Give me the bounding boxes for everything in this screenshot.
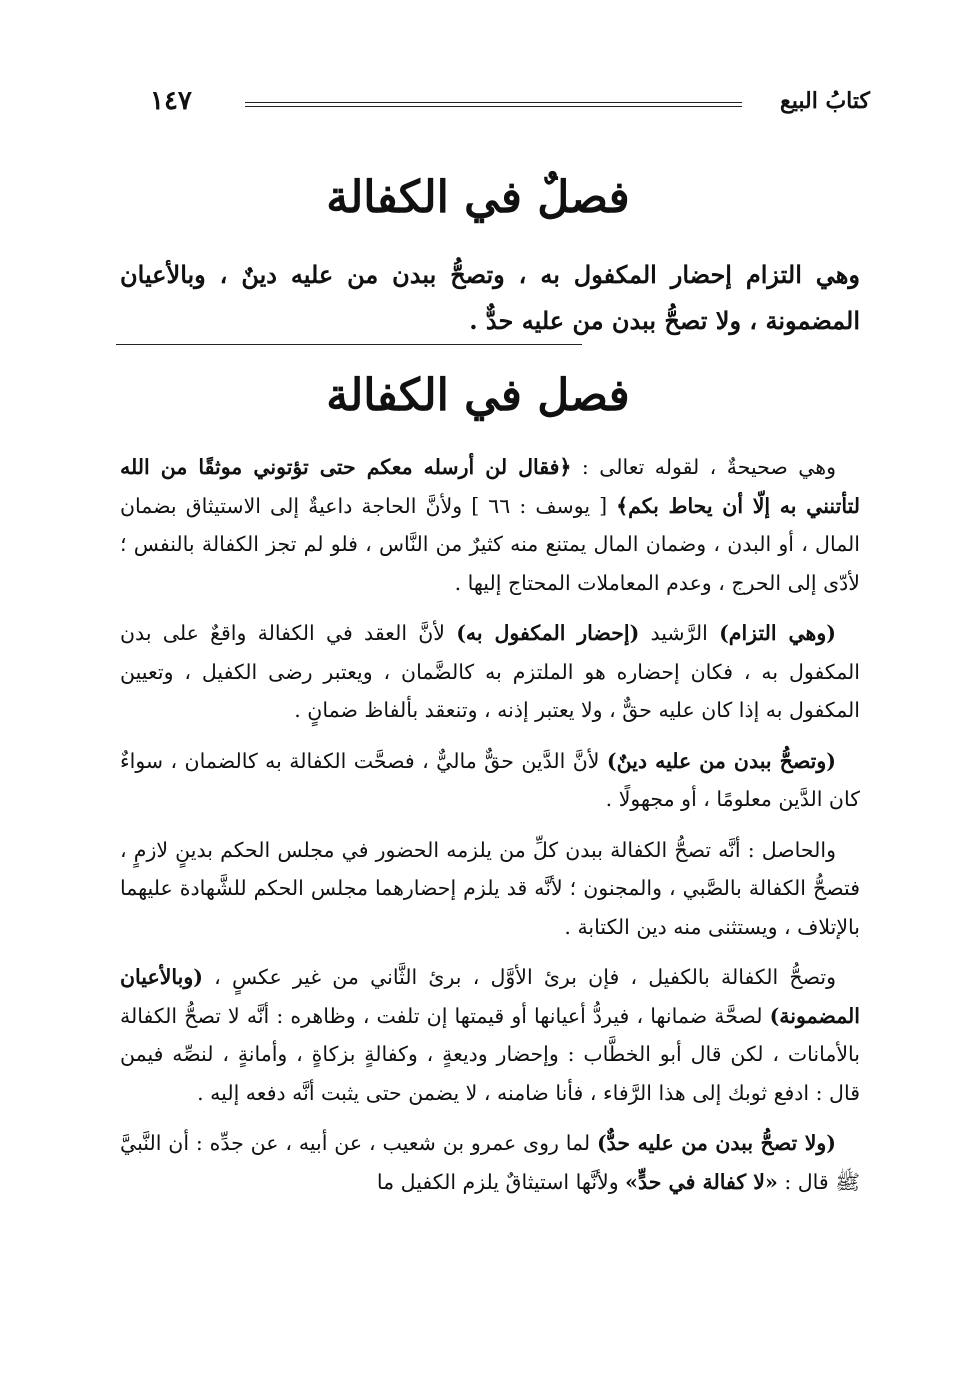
quoted-matn-3: (وتصحُّ ببدن من عليه دينٌ) bbox=[606, 748, 836, 773]
matn-sentence-1: وهي التزام إحضار المكفول به ، bbox=[504, 260, 861, 289]
p1-text-b: [ يوسف : ٦٦ ] ولأنَّ الحاجة داعيةٌ إلى الاستيثاق بضمان المال ، أو البدن ، وضمان المال يمتنع منه كثيرٌ من النَّاس ، فلو لم تجز الكفالة بالنفس ؛ لأدّى إلى الحرج ، وعدم المعاملات المحتاج إليها . bbox=[120, 493, 860, 595]
p1-text-a: وهي صحيحةٌ ، لقوله تعالى : bbox=[571, 455, 836, 479]
running-header bbox=[150, 86, 870, 126]
paragraph-6 bbox=[120, 1124, 860, 1201]
hadith-quote: «لا كفالة في حدٍّ» bbox=[625, 1169, 778, 1194]
p5-text-b: لصحَّة ضمانها ، فيردُّ أعيانها أو قيمتها إن تلفت ، وظاهره : أنَّه لا تصحُّ الكفالة بالأمانات ، لكن قال أبو الخطَّاب : وإحضار وديعةٍ ، وكفالةٍ بزكاةٍ ، وأمانةٍ ، لنصِّه فيمن قال : ادفع ثوبك إلى هذا الرَّفاء ، فأنا ضامنه ، لا يضمن حتى يثبت أنَّه دفعه إليه . bbox=[120, 1003, 860, 1105]
p6-text-b: ولأنَّها استيثاقٌ يلزم الكفيل ما bbox=[376, 1169, 626, 1194]
quoted-matn-4: (وبالأعيان المضمونة) bbox=[120, 965, 860, 1028]
paragraph-4: والحاصل : أنَّه تصحُّ الكفالة ببدن كلِّ من يلزمه الحضور في مجلس الحكم بدينٍ لازمٍ ، فتصحُّ الكفالة بالصَّبي ، والمجنون ؛ لأنَّه قد يلزم إحضارهما مجلس الحكم للشَّهادة عليهما بالإتلاف ، ويستثنى منه دين الكتابة . bbox=[120, 837, 860, 939]
matn-sentence-3: وبالأعيان المضمونة ، bbox=[120, 260, 860, 335]
p2-text-b: لأنَّ العقد في الكفالة واقعٌ على بدن المكفول به ، فكان إحضاره هو الملتزم به كالضَّمان ، ويعتبر رضى الكفيل ، وتعيين المكفول به إذا كان عليه حقٌّ ، ولا يعتبر إذنه ، وتنعقد بألفاظ ضمانٍ . bbox=[120, 621, 860, 722]
sharh-section-title: فصل في الكفالة bbox=[326, 370, 630, 421]
quoted-matn-1: (وهي التزام) bbox=[719, 621, 836, 645]
p5-text-a: وتصحُّ الكفالة بالكفيل ، فإن برئ الأوَّل ، برئ الثَّاني من غير عكسٍ ، bbox=[202, 965, 836, 989]
p2-text-a: الرَّشيد bbox=[639, 621, 720, 645]
paragraph-5 bbox=[120, 958, 860, 1112]
quoted-matn-2: (إحضار المكفول به) bbox=[456, 621, 640, 645]
paragraph-3 bbox=[120, 742, 860, 819]
header-rule bbox=[245, 102, 742, 107]
p3-text: لأنَّ الدَّين حقٌّ ماليٌّ ، فصحَّت الكفالة به كالضمان ، سواءٌ كان الدَّين معلومًا ، أو مجهولًا . bbox=[120, 748, 860, 811]
matn-sentence-2: وتصحُّ ببدن من عليه دينٌ ، bbox=[205, 260, 505, 289]
commentary-body bbox=[120, 448, 860, 1213]
chapter-title: كتابُ البيع bbox=[780, 88, 870, 114]
p6-text-a: لما روى عمرو بن شعيب ، عن أبيه ، عن جدِّه : أن النَّبيَّ ﷺ قال : bbox=[120, 1131, 860, 1194]
page-number: ١٤٧ bbox=[150, 86, 192, 116]
matn-section-title: فصلٌ في الكفالة bbox=[326, 172, 630, 223]
matn-underline bbox=[116, 344, 582, 345]
paragraph-2 bbox=[120, 614, 860, 730]
quran-verse: ﴿فقال لن أرسله معكم حتى تؤتوني موثقًا من الله لتأتنني به إلّا أن يحاط بكم﴾ bbox=[120, 455, 860, 518]
matn-sentence-4: ولا تصحُّ ببدن من عليه حدٌّ . bbox=[469, 306, 742, 335]
matn-text bbox=[120, 252, 860, 344]
paragraph-1 bbox=[120, 448, 860, 602]
quoted-matn-5: (ولا تصحُّ ببدن من عليه حدٌّ) bbox=[596, 1131, 837, 1155]
